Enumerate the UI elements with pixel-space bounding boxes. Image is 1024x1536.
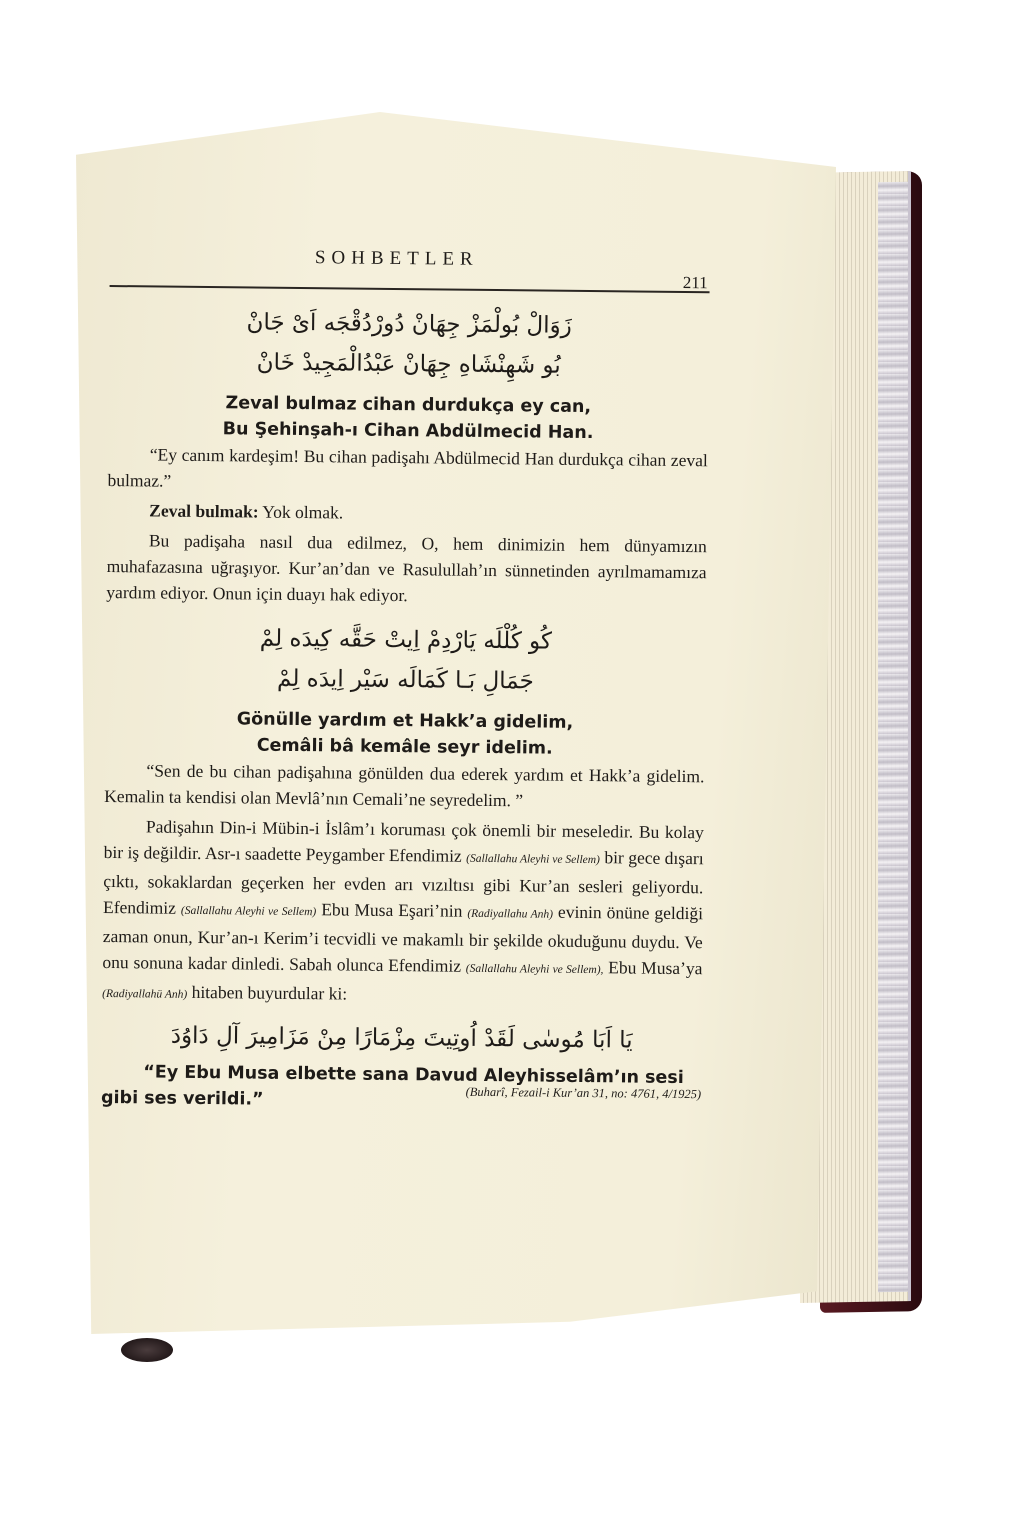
- arabic-verse-line: زَوَالْ بُولْمَزْ جِهَانْ دُورْدُقْجَه اَیْ جَانْ: [246, 309, 572, 339]
- paragraph: [102, 813, 704, 1013]
- verse-line: Cemâli bâ kemâle seyr idelim.: [256, 735, 553, 759]
- verse-line: Bu Şehinşah-ı Cihan Abdülmecid Han.: [222, 419, 594, 444]
- arabic-verse-line: كُو كُلْلَه يَارْدِمْ اِيتْ حَقَّه كِيدَه لِمْ: [259, 625, 553, 655]
- honorific: (Radiyallahu Anh): [467, 907, 554, 921]
- silver-gilded-edge: [878, 182, 908, 1293]
- running-title: SOHBETLER: [314, 247, 479, 270]
- paragraph-text: bir gece dışarı çıktı, sokaklardan geçerken her evden arı vızıltısı gibi Kur’an sesleri geliyordu. Efendimiz: [102, 847, 704, 918]
- honorific: (Radiyallahü Anh): [102, 987, 188, 1001]
- hadith-reference: (Buharî, Fezail-i Kur’an 31, no: 4761, 4/1925): [465, 1084, 702, 1102]
- running-head: [110, 245, 710, 291]
- definition-text: Yok olmak.: [258, 501, 344, 523]
- arabic-hadith: يَا اَبَا مُوسٰى لَقَدْ اُوتِيتَ مِزْمَارًا مِنْ مَزَامِيرَ آلِ دَاوُدَ: [170, 1022, 633, 1054]
- honorific: (Sallallahu Aleyhi ve Sellem): [180, 904, 317, 919]
- arabic-verse-line: جَمَالِ بَـا كَمَالَه سَيْر اِيدَه لِمْ: [276, 665, 534, 695]
- honorific: (Sallallahu Aleyhi ve Sellem): [466, 852, 600, 867]
- hadith-translation: “Ey Ebu Musa elbette sana Davud Aleyhisselâm’ın sesi gibi ses verildi.”: [100, 1062, 684, 1110]
- definition-term: Zeval bulmak:: [149, 500, 259, 522]
- paragraph-text: Ebu Musa’ya: [603, 957, 703, 979]
- paragraph: Bu padişaha nasıl dua edilmez, O, hem dinimizin hem dünyamızın muhafazasına uğraşıyor. Kur’an’dan ve Rasulullah’ın sünnetinden ayrılmamamıza yardım ediyor. Onun için duayı hak ediyor.: [106, 530, 707, 606]
- paragraph-text: Ebu Musa Eşari’nin: [316, 899, 468, 921]
- honorific: (Sallallahu Aleyhi ve Sellem),: [465, 962, 604, 977]
- page-content: [101, 245, 710, 1126]
- verse-line: Zeval bulmaz cihan durdukça ey can,: [225, 393, 592, 418]
- paragraph: “Sen de bu cihan padişahına gönülden dua ederek yardım et Hakk’a gidelim. Kemalin ta kendisi olan Mevlâ’nın Cemali’ne seyredelim. ”: [104, 760, 705, 811]
- paragraph-text: Padişahın Din-i Mübin-i İslâm’ı koruması çok önemli bir meseledir. Bu kolay bir iş değildir. Asr-ı saadette Peygamber Efendimiz: [103, 816, 704, 866]
- paragraph-text: hitaben buyurdular ki:: [187, 981, 348, 1004]
- page-number: 211: [682, 273, 708, 293]
- paragraph: “Ey canım kardeşim! Bu cihan padişahı Abdülmecid Han durdukça cihan zeval bulmaz.”: [107, 444, 708, 491]
- arabic-verse-line: بُو شَهِنْشَاهِ جِهَانْ عَبْدُالْمَجِیدْ خَانْ: [256, 349, 561, 379]
- verse-line: Gönülle yardım et Hakk’a gidelim,: [236, 709, 574, 733]
- ribbon-bookmark: [121, 1338, 173, 1362]
- paragraph-text: evinin önüne geldiği zaman onun, Kur’an-ı Kerim’i tecvidli ve makamlı bir şekilde okuduğunu duydu. Ve onu sonuna kadar dinledi. Sabah olunca Efendimiz: [102, 901, 704, 976]
